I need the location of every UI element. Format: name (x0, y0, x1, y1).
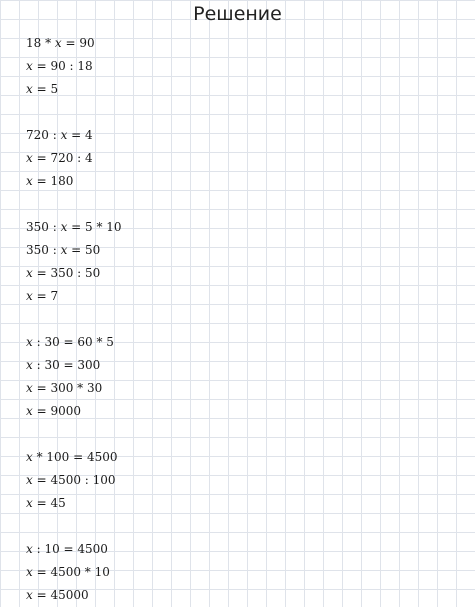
equation-line: 𝑥 = 9000 (26, 404, 81, 418)
block-spacer (26, 515, 122, 538)
equation-line: 𝑥 : 30 = 60 * 5 (26, 335, 114, 349)
equation-line: 𝑥 = 720 : 4 (26, 151, 93, 165)
block-spacer (26, 423, 122, 446)
page-title: Решение (193, 3, 282, 25)
block-spacer (26, 308, 122, 331)
equation-line: 𝑥 = 45000 (26, 588, 89, 602)
block-spacer (26, 101, 122, 124)
equation-line: 350 : 𝑥 = 5 * 10 (26, 220, 122, 234)
equation-line: 𝑥 = 4500 : 100 (26, 473, 116, 487)
equation-line: 𝑥 * 100 = 4500 (26, 450, 118, 464)
equation-line: 𝑥 = 180 (26, 174, 74, 188)
equation-line: 720 : 𝑥 = 4 (26, 128, 93, 142)
equation-line: 𝑥 : 30 = 300 (26, 358, 101, 372)
equation-line: 𝑥 = 90 : 18 (26, 59, 93, 73)
equation-line: 𝑥 = 7 (26, 289, 59, 303)
equation-line: 𝑥 = 5 (26, 82, 59, 96)
equation-line: 𝑥 = 4500 * 10 (26, 565, 110, 579)
equation-line: 𝑥 = 350 : 50 (26, 266, 101, 280)
equation-line: 𝑥 = 45 (26, 496, 66, 510)
equation-line: 350 : 𝑥 = 50 (26, 243, 101, 257)
equation-line: 18 * 𝑥 = 90 (26, 36, 95, 50)
block-spacer (26, 193, 122, 216)
solution-body (26, 32, 122, 607)
equation-line: 𝑥 : 10 = 4500 (26, 542, 108, 556)
equation-line: 𝑥 = 300 * 30 (26, 381, 103, 395)
